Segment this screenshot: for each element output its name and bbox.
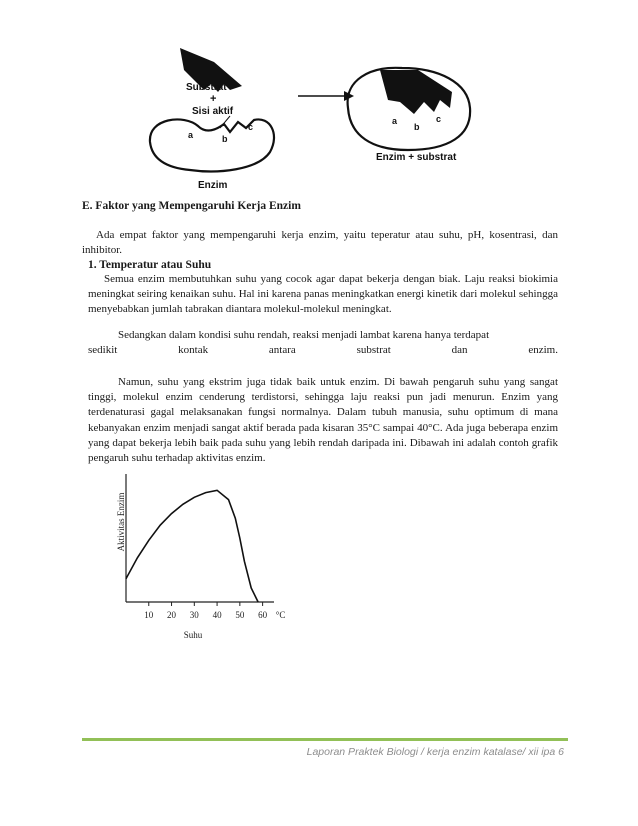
intro-paragraph: Ada empat faktor yang mempengaruhi kerja enzim, yaitu teperatur atau suhu, pH, kosentrasi, dan inhibitor. — [82, 229, 558, 257]
x-tick-label: 60 — [258, 610, 268, 620]
site-a-right: a — [392, 116, 398, 126]
site-c-right: c — [436, 114, 442, 124]
site-a-left: a — [188, 130, 194, 140]
paragraph-3: Namun, suhu yang ekstrim juga tidak baik untuk enzim. Di bawah pengaruh suhu yang sangat tinggi, molekul enzim cenderung terdistorsi, sehingga laju reaksi pun jadi menurun. Enzim yang terdenaturasi gagal melaksanakan fungsi normalnya. Dalam tubuh manusia, suhu optimum di mana kebanyakan enzim menjadi sangat aktif berada pada kisaran 35°C sampai 40°C. Ada juga beberapa enzim yang dapat bekerja lebih baik pada suhu yang lebih rendah daripada ini. Dibawah ini adalah contoh grafik pengaruh suhu terhadap aktivitas enzim. — [88, 376, 558, 465]
enzyme-substrate-diagram — [118, 10, 558, 190]
x-tick-label: 40 — [212, 610, 222, 620]
site-c-left: c — [248, 122, 254, 132]
enzim-label: Enzim — [198, 180, 228, 190]
y-axis-label: Aktivitas Enzim — [116, 492, 126, 552]
paragraph-2-last-line: sedikit kontak antara substrat dan enzim. — [88, 344, 558, 357]
complex-label: Enzim + substrat — [376, 152, 457, 163]
section-heading: E. Faktor yang Mempengaruhi Kerja Enzim — [82, 200, 301, 212]
substrat-label: Substrat — [186, 82, 227, 93]
footer-rule — [82, 738, 568, 741]
enzyme-shape — [150, 119, 274, 171]
x-tick-label: 50 — [235, 610, 245, 620]
site-b-left: b — [222, 134, 228, 144]
x-tick-label: 30 — [189, 610, 199, 620]
subsection-heading: 1. Temperatur atau Suhu — [88, 259, 212, 271]
complex-substrate-shape — [380, 70, 452, 114]
x-tick-label: 10 — [144, 610, 154, 620]
activity-curve — [126, 490, 258, 602]
paragraph-1: Semua enzim membutuhkan suhu yang cocok agar dapat bekerja dengan biak. Laju reaksi biokimia meningkat seiring kenaikan suhu. Hal ini karena panas meningkatkan energi kinetik dari molekul sehingga menyebabkan jumlah tabrakan diantara molekul-molekul meningkat. — [88, 273, 558, 316]
x-axis-ticks — [144, 602, 285, 620]
page-footer: Laporan Praktek Biologi / kerja enzim katalase/ xii ipa 6 — [306, 746, 564, 758]
paragraph-2-main: Sedangkan dalam kondisi suhu rendah, reaksi menjadi lambat karena hanya terdapat — [118, 329, 490, 341]
x-axis-label: Suhu — [183, 630, 203, 640]
x-tick-label: 20 — [167, 610, 177, 620]
site-b-right: b — [414, 122, 420, 132]
paragraph-2 — [88, 328, 558, 358]
sisi-aktif-label: Sisi aktif — [192, 106, 234, 117]
temperature-activity-chart — [110, 470, 310, 645]
plus-label: + — [210, 93, 217, 105]
x-unit-label: °C — [275, 610, 286, 620]
